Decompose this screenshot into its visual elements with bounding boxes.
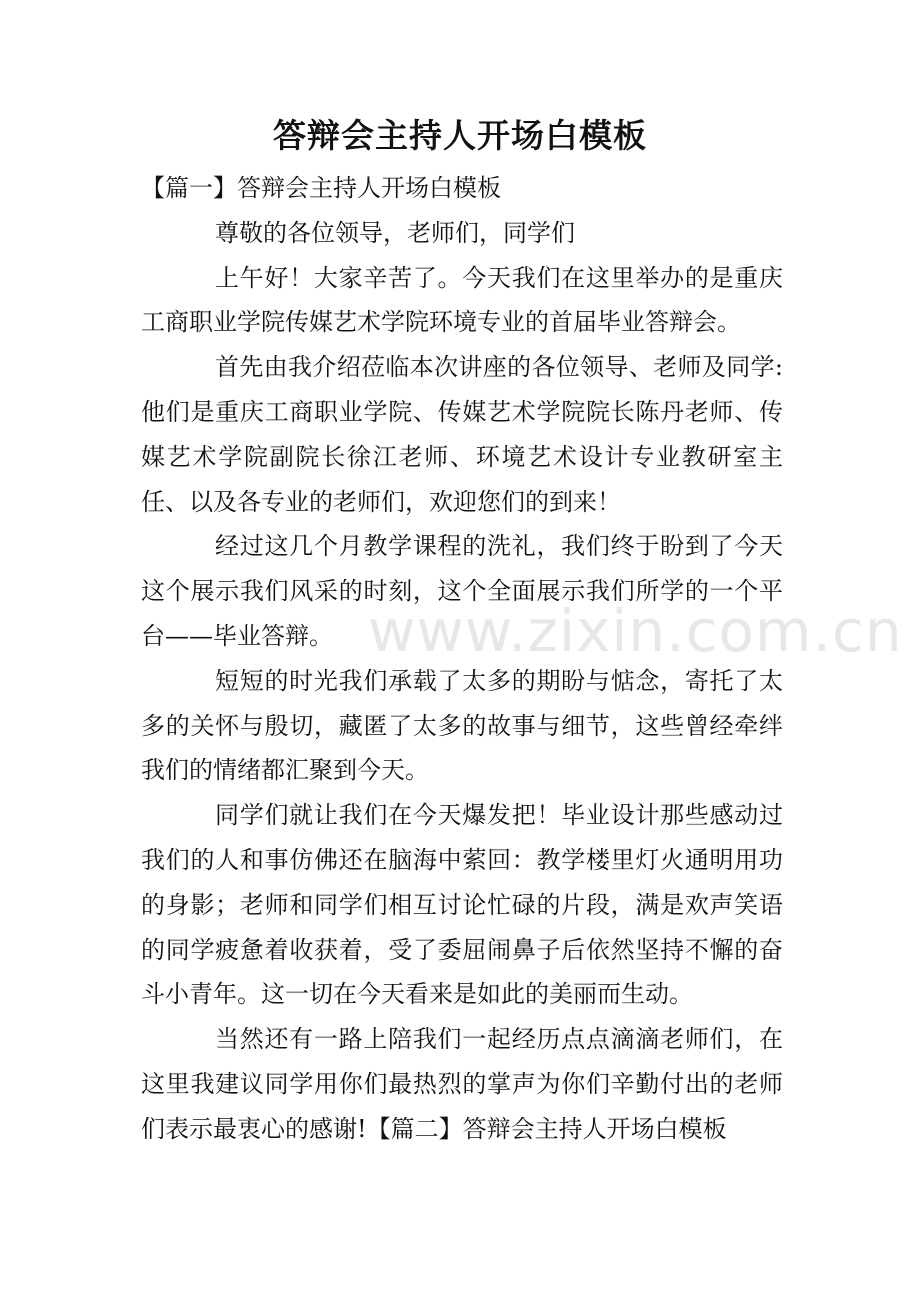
welcome-paragraph: 上午好！大家辛苦了。今天我们在这里举办的是重庆工商职业学院传媒艺术学院环境专业的首届毕业答辩会。 (141, 263, 783, 337)
teacher-thanks-paragraph: 当然还有一路上陪我们一起经历点点滴滴老师们，在这里我建议同学用你们最热烈的掌声为你们辛勤付出的老师们表示最衷心的感谢!【篇二】答辩会主持人开场白模板 (141, 1025, 783, 1143)
document-body (141, 166, 783, 1152)
section-heading: 【篇一】答辩会主持人开场白模板 (141, 174, 501, 202)
introduction-paragraph: 首先由我介绍莅临本次讲座的各位领导、老师及同学:他们是重庆工商职业学院、传媒艺术学院院长陈丹老师、传媒艺术学院副院长徐江老师、环境艺术设计专业教研室主任、以及各专业的老师们，欢迎您们的到来！ (141, 353, 783, 516)
student-paragraph: 同学们就让我们在今天爆发把！毕业设计那些感动过我们的人和事仿佛还在脑海中萦回：教学楼里灯火通明用功的身影；老师和同学们相互讨论忙碌的片段，满是欢声笑语的同学疲惫着收获着，受了委屈闹鼻子后依然坚持不懈的奋斗小青年。这一切在今天看来是如此的美丽而生动。 (141, 801, 783, 1009)
document-title: 答辩会主持人开场白模板 (273, 116, 647, 155)
watermark-text: www.zixin.com.cn (368, 597, 903, 665)
memory-paragraph: 短短的时光我们承载了太多的期盼与惦念，寄托了太多的关怀与殷切，藏匿了太多的故事与细节，这些曾经牵绊我们的情绪都汇聚到今天。 (141, 666, 783, 785)
course-paragraph: 经过这几个月教学课程的洗礼，我们终于盼到了今天这个展示我们风采的时刻，这个全面展示我们所学的一个平台——毕业答辩。 (141, 532, 783, 650)
greeting-paragraph: 尊敬的各位领导，老师们，同学们 (215, 218, 575, 247)
